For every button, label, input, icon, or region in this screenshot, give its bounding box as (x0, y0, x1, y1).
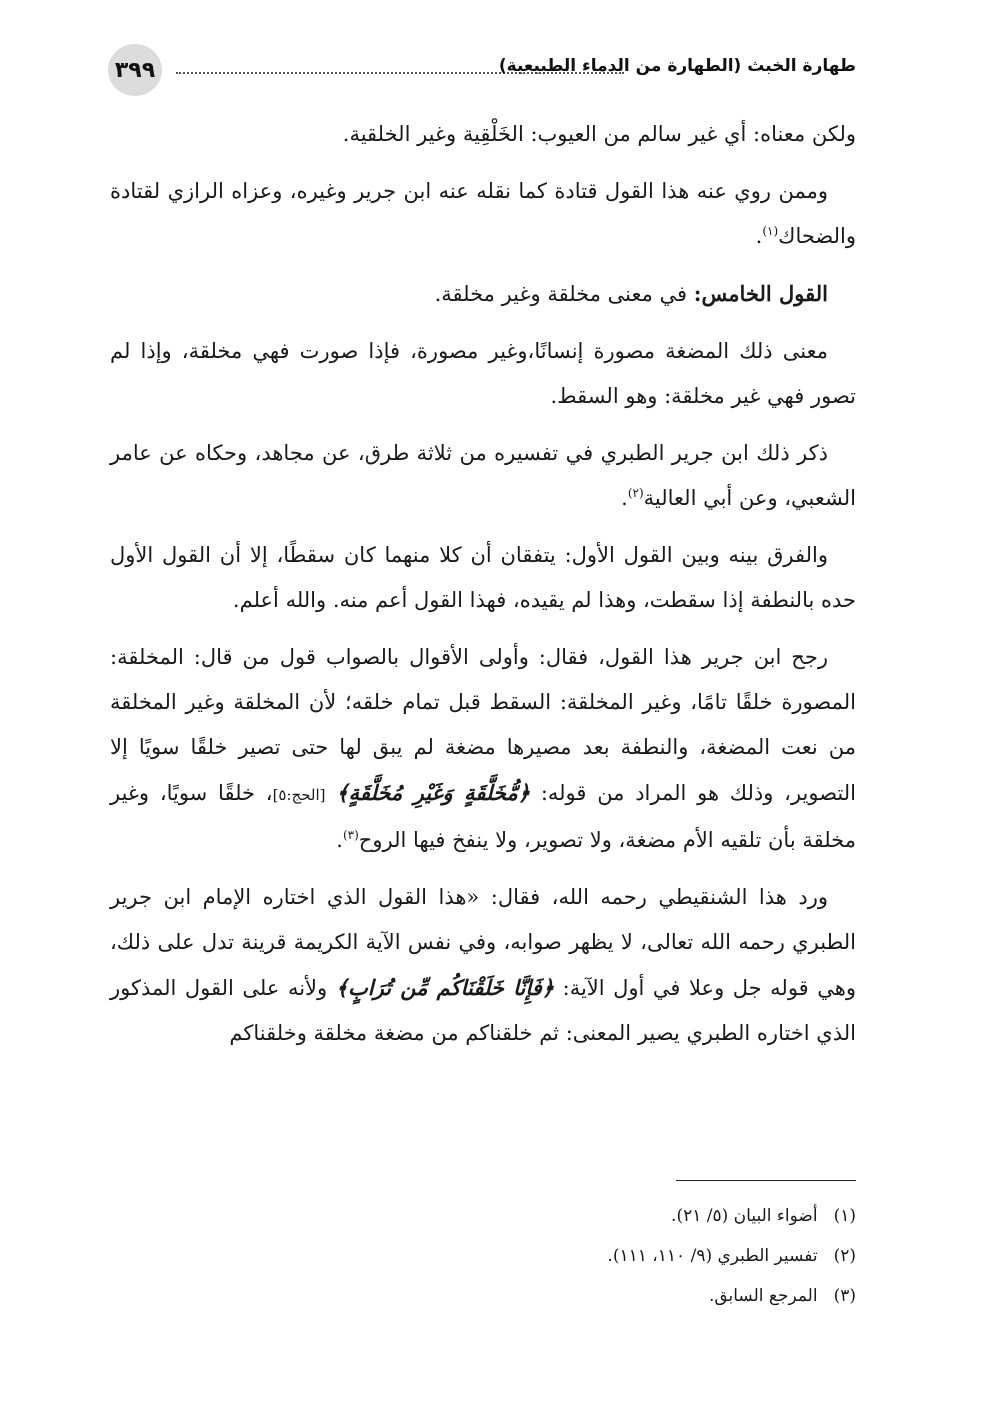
quran-verse-2: ﴿فَإِنَّا خَلَقْنَاكُم مِّن تُرَابٍ﴾ (335, 975, 555, 1000)
footnote-divider (676, 1180, 856, 1181)
footnotes (110, 1196, 856, 1316)
footnote-number: (٢) (833, 1246, 856, 1266)
running-title: طهارة الخبث (الطهارة من الدماء الطبيعية) (498, 56, 856, 76)
paragraph-7-end: . (336, 828, 343, 852)
paragraph-5-end: . (621, 486, 628, 510)
paragraph-2-end: . (755, 224, 763, 248)
paragraph-3-text: في معنى مخلقة وغير مخلقة. (434, 282, 688, 306)
footnote-ref-1[interactable]: (١) (762, 224, 779, 238)
footnote-item (110, 1196, 856, 1236)
paragraph-5 (110, 431, 856, 521)
paragraph-6-text: والفرق بينه وبين القول الأول: يتفقان أن كلا منهما كان سقطًا، إلا أن القول الأول حده بالنطفة إذا سقطت، وهذا لم يقيده، فهذا القول أعم منه. والله أعلم. (110, 543, 856, 612)
footnote-item (110, 1236, 856, 1276)
footnote-number: (١) (833, 1206, 856, 1226)
footnote-item (110, 1276, 856, 1316)
paragraph-7-text-a: رجح ابن جرير هذا القول، فقال: وأولى الأقوال بالصواب قول من قال: المخلقة: المصورة خلقًا تامًا، وغير المخلقة: السقط قبل تمام خلقه؛ لأن المخلقة وغير المخلقة من نعت المضغة، والنطفة بعد مصيرها مضغة لم يبق لها حتى تصير خلقًا سويًا إلا التصوير، وذلك هو المراد من قوله: (110, 645, 857, 805)
paragraph-8 (110, 875, 856, 1056)
quran-verse-1: ﴿مُّخَلَّقَةٍ وَغَيْرِ مُخَلَّقَةٍ﴾ (336, 780, 531, 805)
paragraph-6 (110, 533, 856, 623)
section-label: القول الخامس: (693, 281, 828, 306)
footnote-number: (٣) (833, 1286, 856, 1306)
paragraph-4-text: معنى ذلك المضغة مصورة إنسانًا،وغير مصورة، فإذا صورت فهي مخلقة، وإذا لم تصور فهي غير مخلقة: وهو السقط. (110, 339, 856, 408)
page-number: ٣٩٩ (114, 57, 156, 83)
footnote-text: أضواء البيان (٥/ ٢١). (671, 1206, 818, 1226)
paragraph-7 (110, 635, 856, 863)
paragraph-4 (110, 329, 856, 419)
footnote-ref-2[interactable]: (٢) (627, 486, 644, 500)
footnote-text: المرجع السابق. (708, 1286, 818, 1306)
paragraph-1 (110, 112, 856, 157)
footnote-ref-3[interactable]: (٣) (342, 828, 359, 842)
paragraph-5-text: ذكر ذلك ابن جرير الطبري في تفسيره من ثلاثة طرق، عن مجاهد، وحكاه عن عامر الشعبي، وعن أبي العالية (110, 441, 856, 510)
paragraph-2 (110, 169, 856, 259)
verse-citation: [الحج:٥] (272, 786, 326, 804)
paragraph-8-text-a: ورد هذا الشنقيطي رحمه الله، فقال: «هذا القول الذي اختاره الإمام ابن جرير الطبري رحمه الله تعالى، لا يظهر صوابه، وفي نفس الآية الكريمة قرينة تدل على ذلك، وهي قوله جل وعلا في أول الآية: (110, 885, 856, 1000)
page-number-badge (108, 44, 162, 96)
paragraph-8-text-b: ولأنه على القول المذكور الذي اختاره الطبري يصير المعنى: ثم خلقناكم من مضغة مخلقة وخلقناكم (110, 976, 856, 1045)
paragraph-7-text-b: ، خلقًا سويًا، وغير مخلقة بأن تلقيه الأم مضغة، ولا تصوير، ولا ينفخ فيها الروح (110, 781, 856, 852)
paragraph-2-text: وممن روي عنه هذا القول قتادة كما نقله عنه ابن جرير وغيره، وعزاه الرازي لقتادة والضحاك (110, 179, 856, 248)
paragraph-1-text: ولكن معناه: أي غير سالم من العيوب: الخَلْقِية وغير الخلقية. (342, 122, 856, 146)
footnote-text: تفسير الطبري (٩/ ١١٠، ١١١). (607, 1246, 818, 1266)
body-text (110, 112, 856, 1068)
paragraph-3 (110, 271, 856, 317)
page-header (108, 44, 856, 108)
